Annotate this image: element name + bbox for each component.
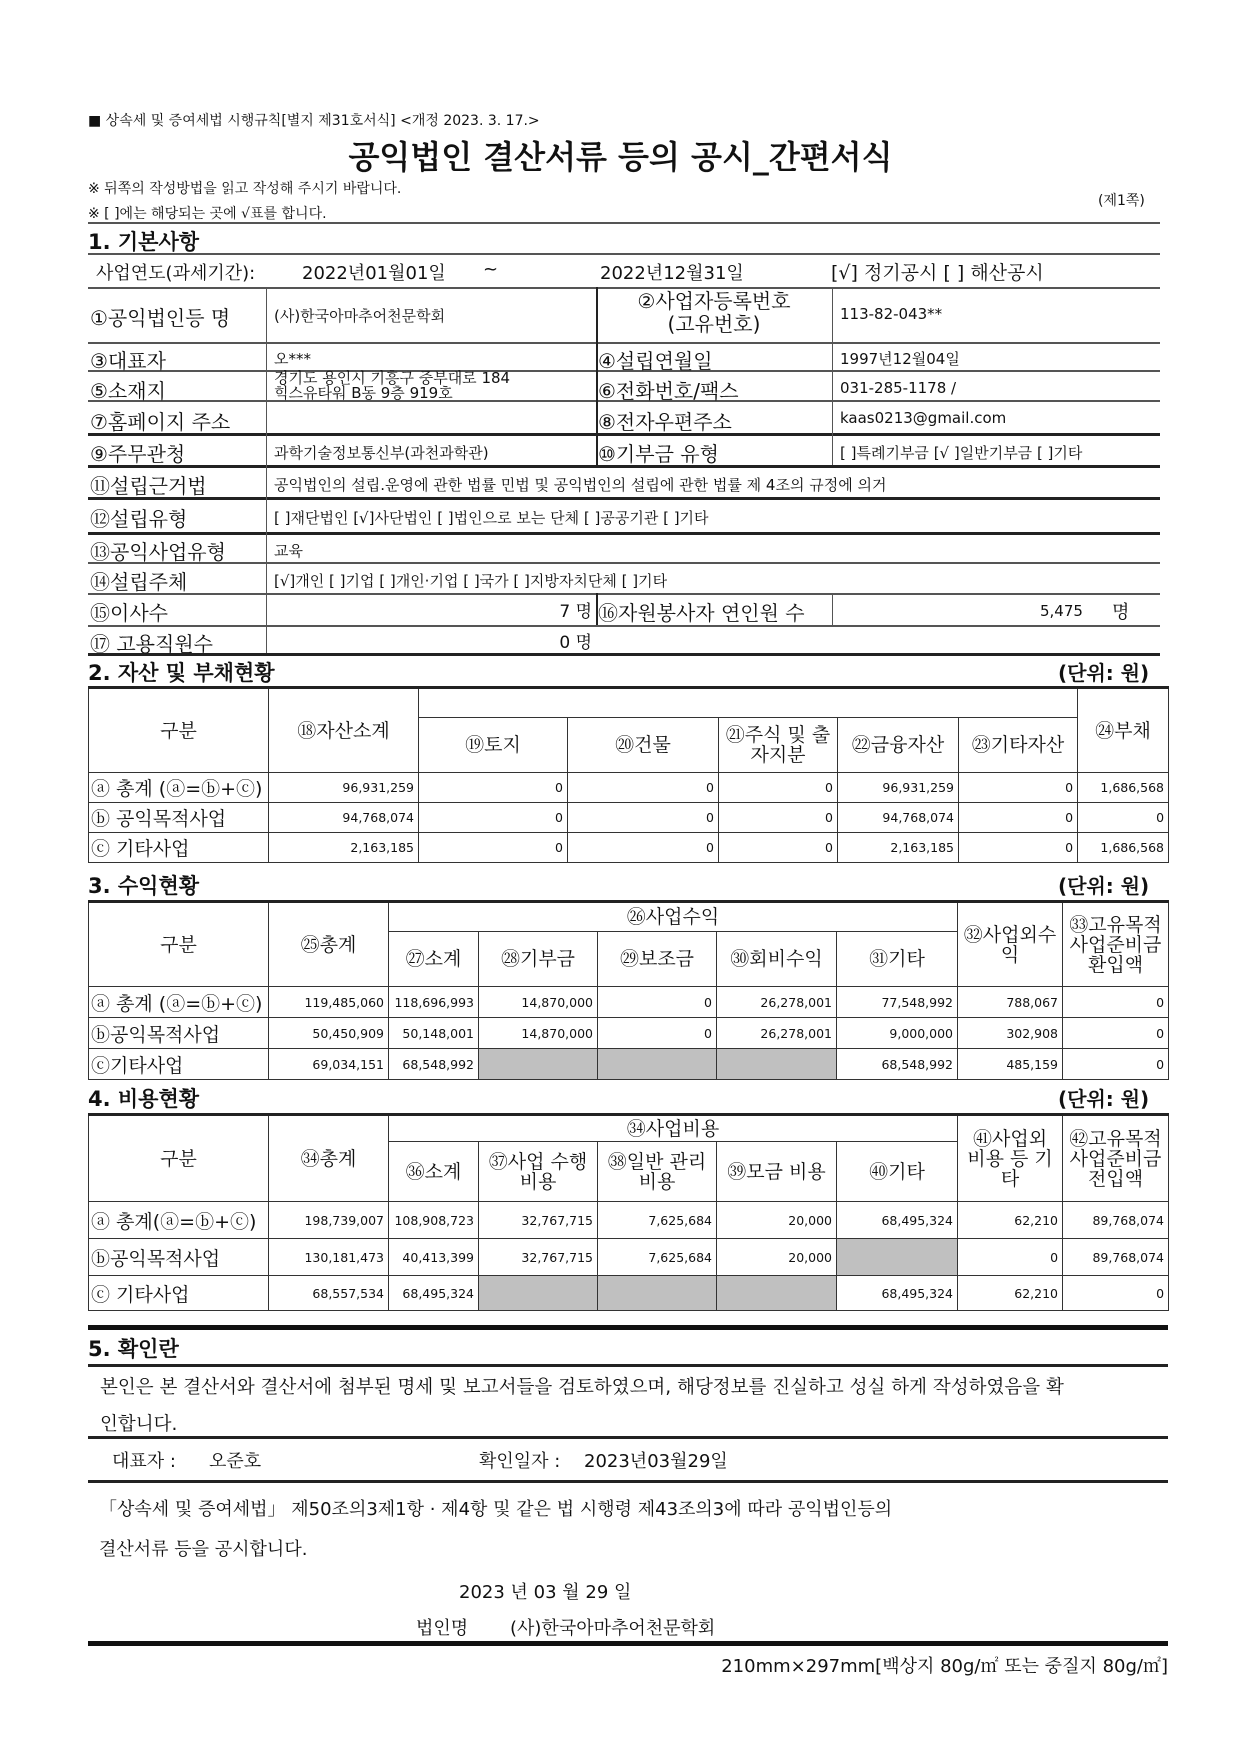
form-reference: ■ 상속세 및 증여세법 시행규칙[별지 제31호서식] <개정 2023. 3. 17.> (88, 113, 540, 129)
cell: 68,495,324 (389, 1276, 479, 1311)
row-label: ⓒ 기타사업 (89, 833, 269, 863)
cell: 2,163,185 (838, 833, 959, 863)
cell: 0 (959, 833, 1078, 863)
founded-value: 1997년12월04일 (840, 350, 960, 368)
org-name-label: ①공익법인등 명 (90, 306, 231, 330)
address-line1: 경기도 용인시 기흥구 중부대로 184 (274, 369, 511, 387)
note-checkmark: ※ [ ]에는 해당되는 곳에 √표를 합니다. (88, 206, 327, 222)
rep-value: 오*** (274, 350, 311, 368)
revenue-table (88, 900, 1169, 1080)
row-label: ⓒ기타사업 (89, 1049, 269, 1080)
cell: 0 (719, 773, 838, 803)
row-label: ⓑ공익목적사업 (89, 1239, 269, 1276)
cell-shaded (717, 1276, 837, 1311)
cell: 50,148,001 (389, 1018, 479, 1049)
cell: 0 (568, 833, 719, 863)
cell: 0 (1063, 1018, 1169, 1049)
address-value (274, 371, 510, 401)
header-other: ㉛기타 (837, 932, 958, 987)
ministry-label: ⑨주무관청 (90, 442, 186, 466)
cell: 69,034,151 (269, 1049, 389, 1080)
cell: 96,931,259 (838, 773, 959, 803)
cell: 0 (958, 1239, 1063, 1276)
section3-unit: (단위: 원) (1058, 874, 1150, 898)
cell: 130,181,473 (269, 1239, 389, 1276)
period-end: 2022년12월31일 (600, 263, 744, 284)
section2-title: 2. 자산 및 부채현황 (88, 661, 275, 685)
confirmation-statement-line2: 인합니다. (100, 1414, 178, 1435)
email-value: kaas0213@gmail.com (840, 409, 1007, 427)
header-category: 구분 (89, 688, 269, 773)
row-label: ⓐ 총계 (ⓐ=ⓑ+ⓒ) (89, 773, 269, 803)
paper-spec: 210mm×297mm[백상지 80g/㎡ 또는 중질지 80g/㎡] (721, 1656, 1168, 1677)
header-financial-assets: ㉒금융자산 (838, 718, 959, 773)
header-operating-cost: ㊲사업 수행비용 (479, 1142, 598, 1202)
header-category: 구분 (89, 902, 269, 987)
header-liabilities: ㉔부채 (1078, 688, 1169, 773)
section4-unit: (단위: 원) (1058, 1087, 1150, 1111)
donation-type-value: [ ]특례기부금 [√ ]일반기부금 [ ]기타 (840, 444, 1083, 462)
foundation-type-value: [ ]재단법인 [√]사단법인 [ ]법인으로 보는 단체 [ ]공공기관 [ ]기타 (274, 509, 709, 527)
row-label: ⓐ 총계(ⓐ=ⓑ+ⓒ) (89, 1202, 269, 1239)
section2-unit: (단위: 원) (1058, 661, 1150, 685)
table-row (89, 1276, 1169, 1311)
address-line2: 힉스유타워 B동 9층 919호 (274, 384, 453, 402)
cell: 14,870,000 (479, 987, 598, 1018)
founder-label: ⑭설립주체 (90, 570, 188, 594)
header-non-business-expense: ㊶사업외 비용 등 기타 (958, 1115, 1063, 1202)
header-admin-cost: ㊳일반 관리비용 (598, 1142, 717, 1202)
volunteers-unit: 명 (1112, 602, 1130, 623)
phone-label: ⑥전화번호/팩스 (598, 379, 739, 403)
note-instructions: ※ 뒤쪽의 작성방법을 읽고 작성해 주시기 바랍니다. (88, 181, 402, 197)
cell: 68,548,992 (837, 1049, 958, 1080)
employees-value: 0 명 (559, 633, 592, 653)
cell: 62,210 (958, 1276, 1063, 1311)
bizno-label-line1: ②사업자등록번호 (637, 289, 791, 313)
cell: 62,210 (958, 1202, 1063, 1239)
declaration-line2: 결산서류 등을 공시합니다. (99, 1539, 308, 1560)
table-row (89, 773, 1169, 803)
header-fundraising-cost: ㊴모금 비용 (717, 1142, 837, 1202)
cell: 77,548,992 (837, 987, 958, 1018)
section1-title: 1. 기본사항 (88, 230, 200, 254)
representative-name: 오준호 (209, 1451, 262, 1472)
cell: 119,485,060 (269, 987, 389, 1018)
business-type-value: 교육 (274, 542, 303, 560)
cell: 0 (1063, 1276, 1169, 1311)
header-donations: ㉘기부금 (479, 932, 598, 987)
homepage-label: ⑦홈페이지 주소 (90, 410, 231, 434)
cell: 32,767,715 (479, 1239, 598, 1276)
row-label: ⓒ 기타사업 (89, 1276, 269, 1311)
founded-label: ④설립연월일 (598, 349, 713, 373)
header-category: 구분 (89, 1115, 269, 1202)
confirm-date-label: 확인일자 : (479, 1451, 561, 1472)
cell: 118,696,993 (389, 987, 479, 1018)
corporation-name: (사)한국아마추어천문학회 (510, 1618, 716, 1639)
header-total: ㉞총계 (269, 1115, 389, 1202)
cell-shaded (479, 1049, 598, 1080)
cell: 0 (1063, 987, 1169, 1018)
corporation-label: 법인명 (416, 1618, 469, 1639)
law-value: 공익법인의 설립.운영에 관한 법률 민법 및 공익법인의 설립에 관한 법률 제 4조의 규정에 의거 (274, 476, 887, 494)
cell: 0 (719, 833, 838, 863)
cell: 108,908,723 (389, 1202, 479, 1239)
cell: 9,000,000 (837, 1018, 958, 1049)
bizno-label-line2: (고유번호) (667, 312, 761, 336)
header-subtotal: ㊱소계 (389, 1142, 479, 1202)
section5-title: 5. 확인란 (88, 1337, 179, 1361)
volunteers-label: ⑯자원봉사자 연인원 수 (598, 601, 805, 625)
business-type-label: ⑬공익사업유형 (90, 540, 226, 564)
cell: 0 (1063, 1049, 1169, 1080)
header-other-assets: ㉓기타자산 (959, 718, 1078, 773)
org-name-value: (사)한국아마추어천문학회 (274, 307, 446, 325)
volunteers-value: 5,475 (1040, 602, 1083, 620)
header-assets-subtotal: ⑱자산소계 (269, 688, 419, 773)
row-label: ⓑ 공익목적사업 (89, 803, 269, 833)
table-row (89, 1018, 1169, 1049)
confirmation-statement-line1: 본인은 본 결산서와 결산서에 첨부된 명세 및 보고서들을 검토하였으며, 해당정보를 진실하고 성실 하게 작성하였음을 확 (100, 1377, 1064, 1398)
header-non-business-revenue: ㉜사업외수익 (958, 902, 1063, 987)
cell: 68,495,324 (837, 1202, 958, 1239)
cell: 68,557,534 (269, 1276, 389, 1311)
cell: 0 (568, 803, 719, 833)
cell: 0 (1078, 803, 1169, 833)
cell: 0 (419, 833, 568, 863)
cell: 50,450,909 (269, 1018, 389, 1049)
law-label: ⑪설립근거법 (90, 474, 207, 498)
cell: 0 (719, 803, 838, 833)
cell: 96,931,259 (269, 773, 419, 803)
cell: 0 (959, 803, 1078, 833)
page-label: (제1쪽) (1098, 193, 1145, 209)
header-assets-group (419, 688, 1078, 718)
assets-table (88, 686, 1169, 863)
cell-shaded (598, 1276, 717, 1311)
header-land: ⑲토지 (419, 718, 568, 773)
address-label: ⑤소재지 (90, 379, 166, 403)
header-membership-fees: ㉚회비수익 (717, 932, 837, 987)
cell: 788,067 (958, 987, 1063, 1018)
expense-table (88, 1113, 1169, 1311)
table-row (89, 1049, 1169, 1080)
header-business-revenue: ㉖사업수익 (389, 902, 958, 932)
cell: 26,278,001 (717, 987, 837, 1018)
declaration-date: 2023 년 03 월 29 일 (459, 1582, 632, 1603)
directors-value: 7 명 (559, 602, 592, 622)
cell: 20,000 (717, 1239, 837, 1276)
period-start: 2022년01월01일 (302, 263, 446, 284)
header-other: ㊵기타 (837, 1142, 958, 1202)
declaration-line1: 「상속세 및 증여세법」 제50조의3제1항 · 제4항 및 같은 법 시행령 제43조의3에 따라 공익법인등의 (99, 1499, 893, 1520)
section3-title: 3. 수익현황 (88, 874, 200, 898)
employees-label: ⑰ 고용직원수 (90, 632, 213, 656)
cell: 1,686,568 (1078, 773, 1169, 803)
cell: 26,278,001 (717, 1018, 837, 1049)
cell: 40,413,399 (389, 1239, 479, 1276)
cell: 0 (419, 803, 568, 833)
cell: 94,768,074 (838, 803, 959, 833)
cell: 89,768,074 (1063, 1239, 1169, 1276)
rep-label: ③대표자 (90, 349, 166, 373)
cell: 0 (598, 1018, 717, 1049)
header-reserve-reversal: ㉝고유목적 사업준비금 환입액 (1063, 902, 1169, 987)
donation-type-label: ⑩기부금 유형 (598, 442, 719, 466)
directors-label: ⑮이사수 (90, 601, 168, 625)
header-subtotal: ㉗소계 (389, 932, 479, 987)
table-row (89, 803, 1169, 833)
cell: 7,625,684 (598, 1202, 717, 1239)
cell: 20,000 (717, 1202, 837, 1239)
header-total: ㉕총계 (269, 902, 389, 987)
table-row (89, 833, 1169, 863)
cell-shaded (717, 1049, 837, 1080)
email-label: ⑧전자우편주소 (598, 410, 732, 434)
cell-shaded (837, 1239, 958, 1276)
period-tilde: ~ (483, 259, 499, 280)
cell: 302,908 (958, 1018, 1063, 1049)
header-business-expense: ㉞사업비용 (389, 1115, 958, 1142)
cell: 1,686,568 (1078, 833, 1169, 863)
cell: 0 (419, 773, 568, 803)
cell: 0 (568, 773, 719, 803)
bizno-label (596, 290, 832, 336)
header-subsidies: ㉙보조금 (598, 932, 717, 987)
cell: 94,768,074 (269, 803, 419, 833)
ministry-value: 과학기술정보통신부(과천과학관) (274, 444, 489, 462)
cell-shaded (479, 1276, 598, 1311)
row-label: ⓑ공익목적사업 (89, 1018, 269, 1049)
header-stocks: ㉑주식 및 출자지분 (719, 718, 838, 773)
table-row (89, 1239, 1169, 1276)
cell: 485,159 (958, 1049, 1063, 1080)
cell: 32,767,715 (479, 1202, 598, 1239)
cell: 0 (959, 773, 1078, 803)
cell: 0 (598, 987, 717, 1018)
bizno-value: 113-82-043** (840, 305, 943, 323)
header-building: ⑳건물 (568, 718, 719, 773)
header-reserve-transfer: ㊷고유목적 사업준비금 전입액 (1063, 1115, 1169, 1202)
section4-title: 4. 비용현황 (88, 1087, 200, 1111)
disclosure-type: [√] 정기공시 [ ] 해산공시 (831, 262, 1044, 284)
representative-label: 대표자 : (112, 1451, 176, 1472)
page-title: 공익법인 결산서류 등의 공시_간편서식 (348, 138, 893, 176)
table-row (89, 987, 1169, 1018)
cell: 198,739,007 (269, 1202, 389, 1239)
period-label: 사업연도(과세기간): (96, 263, 256, 284)
cell: 7,625,684 (598, 1239, 717, 1276)
cell: 68,495,324 (837, 1276, 958, 1311)
phone-value: 031-285-1178 / (840, 379, 957, 397)
cell-shaded (598, 1049, 717, 1080)
founder-value: [√]개인 [ ]기업 [ ]개인·기업 [ ]국가 [ ]지방자치단체 [ ]기타 (274, 572, 668, 590)
cell: 89,768,074 (1063, 1202, 1169, 1239)
cell: 14,870,000 (479, 1018, 598, 1049)
foundation-type-label: ⑫설립유형 (90, 507, 188, 531)
table-row (89, 1202, 1169, 1239)
cell: 2,163,185 (269, 833, 419, 863)
cell: 68,548,992 (389, 1049, 479, 1080)
row-label: ⓐ 총계 (ⓐ=ⓑ+ⓒ) (89, 987, 269, 1018)
confirm-date: 2023년03월29일 (584, 1451, 728, 1472)
